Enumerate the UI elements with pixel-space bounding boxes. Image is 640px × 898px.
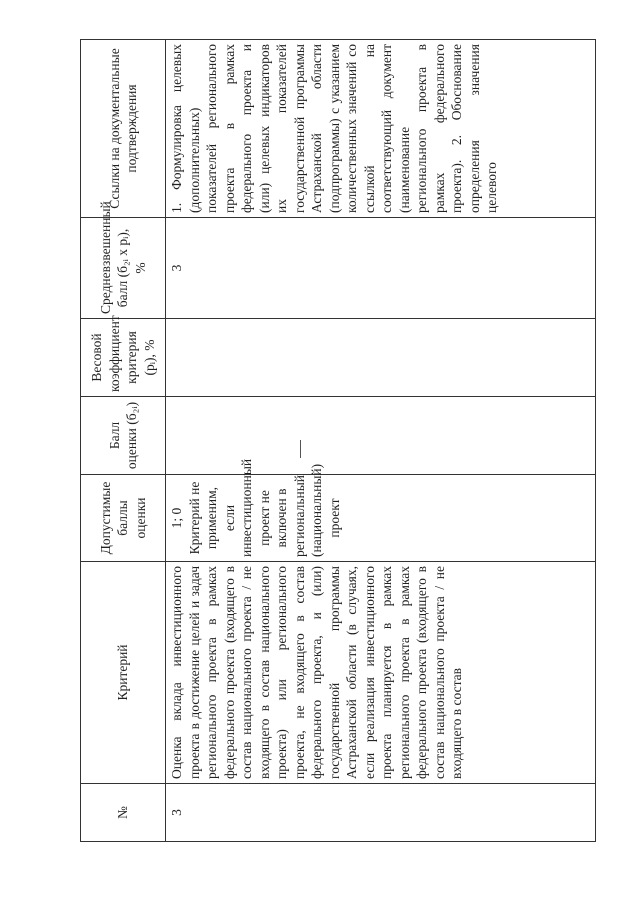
header-score: Балл оценки (б₂ᵢ) <box>81 397 166 475</box>
criteria-table <box>80 39 596 842</box>
header-allowed: Допустимые баллы оценки <box>81 475 166 562</box>
rotated-page <box>80 40 600 842</box>
row-criterion: Оценка вклада инвестиционного проекта в достижение целей и задач регионального проекта в рамках федерального проекта (входящего в состав национального проекта / не входящего в состав национального проекта) или регионального проекта, не входящего в состав федерального проекта, и (или) государственной программы Астраханской области (в случаях, если реализация инвестиционного проекта планируется в рамках регионального проекта в рамках федерального проекта (входящего в состав национального проекта / не входящего в состав <box>166 562 596 784</box>
header-links: Ссылки на документальные подтверждения <box>81 40 166 218</box>
header-avg: Средневзвешенный балл (б₂ᵢ х рᵢ), % <box>81 218 166 319</box>
row-links: 1. Формулировка целевых (дополнительных) показателей регионального проекта в рамках федерального проекта и (или) целевых индикаторов их показателей государственной программы Астраханской области (подпрограммы) с указанием количественных значений со ссылкой на соответствующий документ (наименование регионального проекта в рамках федерального проекта). 2. Обоснование определения значения целевого <box>166 40 596 218</box>
row-weight <box>166 319 596 397</box>
row-allowed: 1; 0 Критерий не применим, если инвестиционный проект не включен в региональный (национальный) проект <box>166 475 596 562</box>
row-score <box>166 397 596 475</box>
row-num: 3 <box>166 784 596 842</box>
header-weight: Весовой коэффициент критерия (рᵢ), % <box>81 319 166 397</box>
header-criterion: Критерий <box>81 562 166 784</box>
header-num: № <box>81 784 166 842</box>
table-row <box>166 40 596 842</box>
row-avg: 3 <box>166 218 596 319</box>
header-row <box>81 40 166 842</box>
